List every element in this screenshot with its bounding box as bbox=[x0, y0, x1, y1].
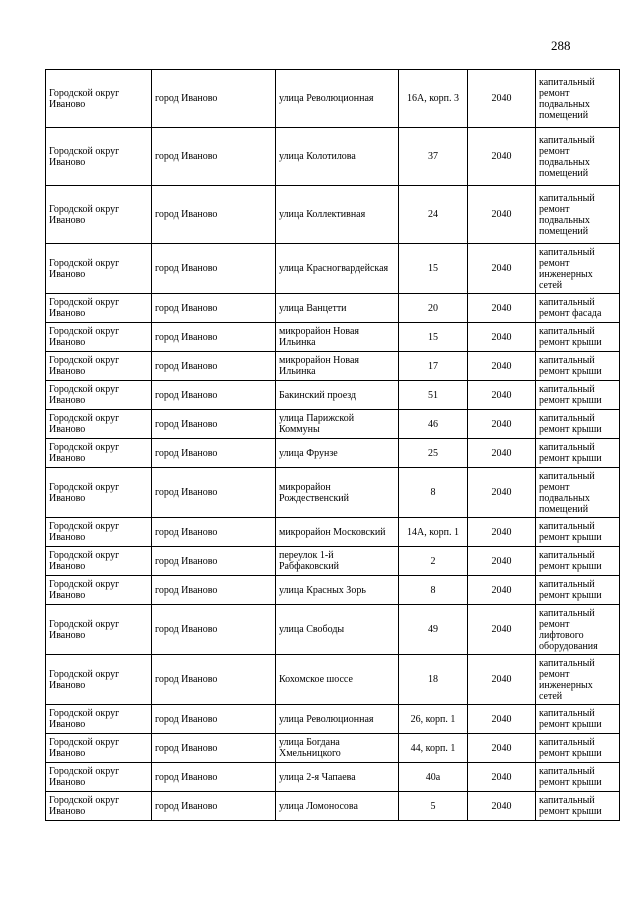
street-cell: улица Революционная bbox=[276, 705, 399, 734]
district-cell: Городской округ Иваново bbox=[46, 323, 152, 352]
district-cell: Городской округ Иваново bbox=[46, 244, 152, 294]
city-cell: город Иваново bbox=[152, 244, 276, 294]
city-cell: город Иваново bbox=[152, 70, 276, 128]
city-cell: город Иваново bbox=[152, 468, 276, 518]
table-row bbox=[46, 128, 620, 186]
house-number-cell: 49 bbox=[399, 605, 468, 655]
house-number-cell: 51 bbox=[399, 381, 468, 410]
house-number-cell: 16А, корп. 3 bbox=[399, 70, 468, 128]
house-number-cell: 8 bbox=[399, 576, 468, 605]
district-cell: Городской округ Иваново bbox=[46, 518, 152, 547]
work-type-cell: капитальный ремонт инженерных сетей bbox=[536, 655, 620, 705]
year-cell: 2040 bbox=[468, 705, 536, 734]
work-type-cell: капитальный ремонт подвальных помещений bbox=[536, 128, 620, 186]
repair-schedule-table bbox=[45, 69, 620, 821]
work-type-cell: капитальный ремонт крыши bbox=[536, 439, 620, 468]
district-cell: Городской округ Иваново bbox=[46, 655, 152, 705]
city-cell: город Иваново bbox=[152, 323, 276, 352]
work-type-cell: капитальный ремонт крыши bbox=[536, 518, 620, 547]
table-body bbox=[46, 70, 620, 821]
year-cell: 2040 bbox=[468, 468, 536, 518]
year-cell: 2040 bbox=[468, 518, 536, 547]
work-type-cell: капитальный ремонт подвальных помещений bbox=[536, 186, 620, 244]
year-cell: 2040 bbox=[468, 576, 536, 605]
street-cell: улица Богдана Хмельницкого bbox=[276, 734, 399, 763]
street-cell: улица Ломоносова bbox=[276, 792, 399, 821]
house-number-cell: 14А, корп. 1 bbox=[399, 518, 468, 547]
district-cell: Городской округ Иваново bbox=[46, 468, 152, 518]
district-cell: Городской округ Иваново bbox=[46, 128, 152, 186]
table-row bbox=[46, 410, 620, 439]
city-cell: город Иваново bbox=[152, 547, 276, 576]
house-number-cell: 15 bbox=[399, 323, 468, 352]
year-cell: 2040 bbox=[468, 547, 536, 576]
district-cell: Городской округ Иваново bbox=[46, 763, 152, 792]
house-number-cell: 25 bbox=[399, 439, 468, 468]
district-cell: Городской округ Иваново bbox=[46, 576, 152, 605]
city-cell: город Иваново bbox=[152, 792, 276, 821]
district-cell: Городской округ Иваново bbox=[46, 70, 152, 128]
street-cell: микрорайон Новая Ильинка bbox=[276, 352, 399, 381]
district-cell: Городской округ Иваново bbox=[46, 792, 152, 821]
year-cell: 2040 bbox=[468, 605, 536, 655]
street-cell: улица Парижской Коммуны bbox=[276, 410, 399, 439]
table-row bbox=[46, 518, 620, 547]
street-cell: улица Красных Зорь bbox=[276, 576, 399, 605]
work-type-cell: капитальный ремонт крыши bbox=[536, 547, 620, 576]
table-row bbox=[46, 381, 620, 410]
table-row bbox=[46, 655, 620, 705]
page-number: 288 bbox=[551, 38, 571, 53]
city-cell: город Иваново bbox=[152, 763, 276, 792]
table-row bbox=[46, 576, 620, 605]
house-number-cell: 26, корп. 1 bbox=[399, 705, 468, 734]
city-cell: город Иваново bbox=[152, 655, 276, 705]
city-cell: город Иваново bbox=[152, 410, 276, 439]
street-cell: микрорайон Московский bbox=[276, 518, 399, 547]
table-row bbox=[46, 605, 620, 655]
work-type-cell: капитальный ремонт крыши bbox=[536, 576, 620, 605]
house-number-cell: 2 bbox=[399, 547, 468, 576]
house-number-cell: 15 bbox=[399, 244, 468, 294]
table-row bbox=[46, 792, 620, 821]
table-row bbox=[46, 244, 620, 294]
street-cell: улица Красногвардейская bbox=[276, 244, 399, 294]
district-cell: Городской округ Иваново bbox=[46, 381, 152, 410]
year-cell: 2040 bbox=[468, 655, 536, 705]
street-cell: улица Колотилова bbox=[276, 128, 399, 186]
district-cell: Городской округ Иваново bbox=[46, 294, 152, 323]
city-cell: город Иваново bbox=[152, 705, 276, 734]
year-cell: 2040 bbox=[468, 323, 536, 352]
district-cell: Городской округ Иваново bbox=[46, 410, 152, 439]
work-type-cell: капитальный ремонт крыши bbox=[536, 323, 620, 352]
city-cell: город Иваново bbox=[152, 605, 276, 655]
work-type-cell: капитальный ремонт крыши bbox=[536, 410, 620, 439]
street-cell: микрорайон Новая Ильинка bbox=[276, 323, 399, 352]
city-cell: город Иваново bbox=[152, 381, 276, 410]
year-cell: 2040 bbox=[468, 294, 536, 323]
house-number-cell: 46 bbox=[399, 410, 468, 439]
city-cell: город Иваново bbox=[152, 186, 276, 244]
street-cell: улица Фрунзе bbox=[276, 439, 399, 468]
street-cell: Кохомское шоссе bbox=[276, 655, 399, 705]
district-cell: Городской округ Иваново bbox=[46, 186, 152, 244]
table-row bbox=[46, 468, 620, 518]
house-number-cell: 20 bbox=[399, 294, 468, 323]
table-row bbox=[46, 294, 620, 323]
table-row bbox=[46, 186, 620, 244]
house-number-cell: 44, корп. 1 bbox=[399, 734, 468, 763]
year-cell: 2040 bbox=[468, 244, 536, 294]
street-cell: Бакинский проезд bbox=[276, 381, 399, 410]
table-row bbox=[46, 547, 620, 576]
year-cell: 2040 bbox=[468, 381, 536, 410]
district-cell: Городской округ Иваново bbox=[46, 705, 152, 734]
year-cell: 2040 bbox=[468, 128, 536, 186]
work-type-cell: капитальный ремонт крыши bbox=[536, 763, 620, 792]
work-type-cell: капитальный ремонт подвальных помещений bbox=[536, 70, 620, 128]
street-cell: улица Коллективная bbox=[276, 186, 399, 244]
work-type-cell: капитальный ремонт фасада bbox=[536, 294, 620, 323]
street-cell: микрорайон Рождественский bbox=[276, 468, 399, 518]
work-type-cell: капитальный ремонт крыши bbox=[536, 705, 620, 734]
street-cell: улица Ванцетти bbox=[276, 294, 399, 323]
city-cell: город Иваново bbox=[152, 352, 276, 381]
district-cell: Городской округ Иваново bbox=[46, 547, 152, 576]
house-number-cell: 40а bbox=[399, 763, 468, 792]
year-cell: 2040 bbox=[468, 763, 536, 792]
table-row bbox=[46, 70, 620, 128]
work-type-cell: капитальный ремонт инженерных сетей bbox=[536, 244, 620, 294]
street-cell: улица Свободы bbox=[276, 605, 399, 655]
street-cell: улица 2-я Чапаева bbox=[276, 763, 399, 792]
city-cell: город Иваново bbox=[152, 294, 276, 323]
district-cell: Городской округ Иваново bbox=[46, 439, 152, 468]
year-cell: 2040 bbox=[468, 410, 536, 439]
table-row bbox=[46, 734, 620, 763]
year-cell: 2040 bbox=[468, 70, 536, 128]
district-cell: Городской округ Иваново bbox=[46, 352, 152, 381]
district-cell: Городской округ Иваново bbox=[46, 605, 152, 655]
table-row bbox=[46, 763, 620, 792]
year-cell: 2040 bbox=[468, 792, 536, 821]
table-row bbox=[46, 705, 620, 734]
work-type-cell: капитальный ремонт крыши bbox=[536, 352, 620, 381]
city-cell: город Иваново bbox=[152, 734, 276, 763]
city-cell: город Иваново bbox=[152, 128, 276, 186]
table-row bbox=[46, 352, 620, 381]
street-cell: улица Революционная bbox=[276, 70, 399, 128]
house-number-cell: 5 bbox=[399, 792, 468, 821]
district-cell: Городской округ Иваново bbox=[46, 734, 152, 763]
city-cell: город Иваново bbox=[152, 439, 276, 468]
work-type-cell: капитальный ремонт крыши bbox=[536, 792, 620, 821]
house-number-cell: 18 bbox=[399, 655, 468, 705]
work-type-cell: капитальный ремонт крыши bbox=[536, 381, 620, 410]
year-cell: 2040 bbox=[468, 186, 536, 244]
work-type-cell: капитальный ремонт подвальных помещений bbox=[536, 468, 620, 518]
work-type-cell: капитальный ремонт крыши bbox=[536, 734, 620, 763]
street-cell: переулок 1-й Рабфаковский bbox=[276, 547, 399, 576]
work-type-cell: капитальный ремонт лифтового оборудования bbox=[536, 605, 620, 655]
year-cell: 2040 bbox=[468, 352, 536, 381]
house-number-cell: 24 bbox=[399, 186, 468, 244]
house-number-cell: 37 bbox=[399, 128, 468, 186]
house-number-cell: 17 bbox=[399, 352, 468, 381]
city-cell: город Иваново bbox=[152, 576, 276, 605]
table-row bbox=[46, 323, 620, 352]
house-number-cell: 8 bbox=[399, 468, 468, 518]
year-cell: 2040 bbox=[468, 439, 536, 468]
city-cell: город Иваново bbox=[152, 518, 276, 547]
table-row bbox=[46, 439, 620, 468]
year-cell: 2040 bbox=[468, 734, 536, 763]
